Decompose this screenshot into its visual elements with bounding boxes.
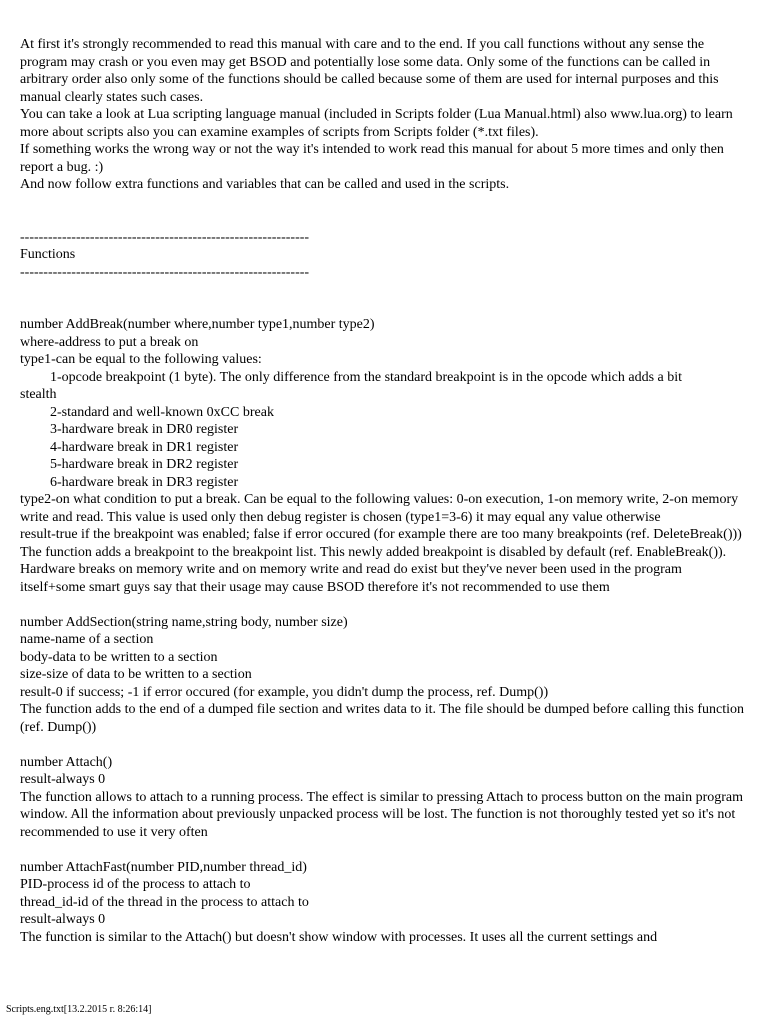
param-line: name-name of a section	[20, 632, 154, 647]
param-value: 3-hardware break in DR0 register	[50, 422, 239, 437]
param-value: 6-hardware break in DR3 register	[50, 474, 239, 490]
section-title: Functions	[20, 247, 76, 262]
intro-paragraph: You can take a look at Lua scripting language manual (included in Scripts folder (Lua Manual.html) also www.lua.org) to learn more about scripts also you can examine examples of scripts from Scripts folder (*.txt files).	[20, 107, 733, 140]
function-description: The function adds to the end of a dumped file section and writes data to it. The file should be dumped before calling this function (ref. Dump())	[20, 702, 745, 735]
param-line: size-size of data to be written to a section	[20, 667, 252, 682]
param-line: body-data to be written to a section	[20, 649, 218, 665]
param-value: 4-hardware break in DR1 register	[50, 439, 239, 455]
result-line: result-true if the breakpoint was enabled; false if error occured (for example there are too many breakpoints (ref. DeleteBreak()))	[20, 527, 742, 542]
function-description: The function adds a breakpoint to the breakpoint list. This newly added breakpoint is disabled by default (ref. EnableBreak()). Hardware breaks on memory write and on memory write and read do exist but they've never been used in the program itself+some smart guys say that their usage may cause BSOD therefore it's not recommended to use them	[20, 544, 727, 595]
document-body	[20, 36, 746, 946]
function-signature: number Attach()	[20, 754, 113, 770]
result-line: result-always 0	[20, 772, 106, 787]
function-description: The function allows to attach to a running process. The effect is similar to pressing Attach to process button on the main program window. All the information about previously unpacked process will be lost. The function is not thoroughly tested yet so it's not recommended to use it very often	[20, 789, 744, 840]
intro-paragraph: And now follow extra functions and variables that can be called and used in the scripts.	[20, 177, 510, 192]
intro-paragraph: At first it's strongly recommended to read this manual with care and to the end. If you call functions without any sense the program may crash or you even may get BSOD and potentially lose some data. Only some of the functions can be called in arbitrary order also only some of the functions should be called because some of them are used for internal purposes and this manual clearly states such cases.	[20, 37, 719, 105]
intro-paragraph: If something works the wrong way or not the way it's intended to work read this manual for about 5 more times and only then report a bug. :)	[20, 142, 724, 175]
function-description: The function is similar to the Attach() but doesn't show window with processes. It uses all the current settings and	[20, 929, 658, 945]
param-value: 2-standard and well-known 0xCC break	[50, 404, 274, 420]
function-signature: number AttachFast(number PID,number thread_id)	[20, 859, 307, 875]
param-value: stealth	[20, 387, 57, 402]
param-line: where-address to put a break on	[20, 334, 199, 350]
param-line: type1-can be equal to the following values:	[20, 352, 262, 367]
param-line: type2-on what condition to put a break. Can be equal to the following values: 0-on execution, 1-on memory write, 2-on memory write and read. This value is used only then debug register is chosen (type1=3-6) it may equal any value otherwise	[20, 492, 739, 525]
param-value: 1-opcode breakpoint (1 byte). The only difference from the standard breakpoint is in the opcode which adds a bit	[50, 369, 683, 385]
separator-line: --------------------------------------------------------------	[20, 264, 310, 280]
param-line: thread_id-id of the thread in the process to attach to	[20, 894, 309, 910]
param-value: 5-hardware break in DR2 register	[50, 457, 239, 472]
result-line: result-always 0	[20, 912, 106, 927]
separator-line: --------------------------------------------------------------	[20, 229, 310, 245]
param-line: PID-process id of the process to attach to	[20, 877, 251, 892]
function-signature: number AddSection(string name,string body, number size)	[20, 614, 348, 630]
result-line: result-0 if success; -1 if error occured (for example, you didn't dump the process, ref. Dump())	[20, 684, 549, 700]
function-signature: number AddBreak(number where,number type1,number type2)	[20, 317, 375, 332]
page-footer: Scripts.eng.txt[13.2.2015 г. 8:26:14]	[6, 1004, 152, 1015]
